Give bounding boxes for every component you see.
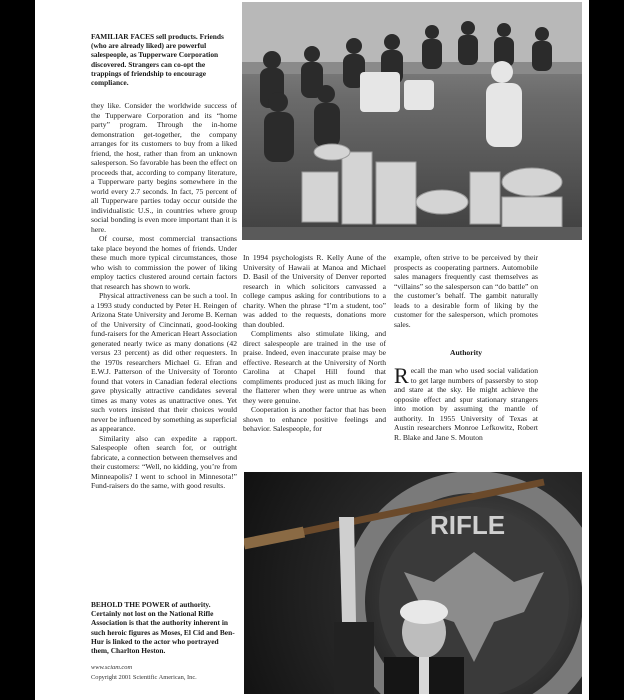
drop-cap: R [394,363,409,388]
body-column-2 [243,253,386,434]
col1-paragraph-3: Physical attractiveness can be such a tool. In a 1993 study conducted by Peter H. Reingen of Arizona State University and Jerome B. Kernan of the University of Cincinnati, good-looking fund-raisers for the American Heart Association generated nearly twice as many donations (42 versus 23 percent) as did other requesters. In the 1970s researchers Michael G. Efran and E.W.J. Patterson of the University of Toronto found that voters in Canadian federal elections gave physically attractive candidates several times as many votes as unattractive ones. Yet such voters insisted that their choices would never be influenced by something as superficial as appearance. [91,291,237,433]
body-column-3-authority [394,363,538,442]
col1-paragraph-4: Similarity also can expedite a rapport. Salespeople often search for, or outright fabricate, a connection between themselves and their customers: “Well, no kidding, you’re from Minneapolis? I went to school in Minnesota!” Fund-raisers do the same, with good results. [91,433,237,490]
tupperware-party-illustration [242,2,582,240]
heston-rifle-illustration [244,472,582,694]
left-black-border [0,0,35,700]
footer-copyright: Copyright 2001 Scientific American, Inc. [91,674,197,681]
photo-caption-tupperware: FAMILIAR FACES sell products. Friends (who are already liked) are powerful salespeople, as Tupperware Corporation discovered. Strangers can co-opt the trappings of friendship to encourage compliance. [91,32,224,88]
col3-paragraph-2: ecall the man who used social validation to get large numbers of passersby to stop and stare at the sky. He might achieve the opposite effect and spur stationary strangers into motion by assuming the mantle of authority. In 1955 University of Texas at Austin researchers Monroe Lefkowitz, Robert R. Blake and Jane S. Mouton [394,366,538,442]
col1-paragraph-1: they like. Consider the worldwide success of the Tupperware Corporation and its “home party” program. Through the in-home demonstration get-together, the company arranges for its customers to buy from a liked friend, the host, rather than from an unknown salesperson. So favorable has been the effect on proceeds that, according to company literature, a Tupperware party begins somewhere in the world every 2.7 seconds. In fact, 75 percent of all Tupperware parties today occur outside the individualistic U.S., in countries where group social bonding is even more important than it is here. [91,101,237,234]
photo-caption-heston: BEHOLD THE POWER of authority. Certainly not lost on the National Rifle Association is that the authority inherent in such heroic figures as Moses, El Cid and Ben-Hur is linked to the actor who portrayed them, Charlton Heston. [91,600,235,656]
footer-url: www.sciam.com [91,664,133,671]
section-heading-authority: Authority [449,348,483,357]
col3-paragraph-1: example, often strive to be perceived by their prospects as cooperating partners. Automobile sales managers frequently cast themselves as “villains” so the salesperson can “do battle” on the customer’s behalf. The gambit naturally leads to a desirable form of liking by the customer for the salesperson, which promotes sales. [394,253,538,329]
heston-rifle-photo [244,472,582,694]
col2-paragraph-3: Cooperation is another factor that has been shown to enhance positive feelings and behavior. Salespeople, for [243,405,386,433]
body-column-3 [394,253,538,329]
right-black-border [589,0,624,700]
body-column-1 [91,101,237,491]
col2-paragraph-1: In 1994 psychologists R. Kelly Aune of the University of Hawaii at Manoa and Michael D. Basil of the University of Denver reported research in which solicitors canvassed a college campus asking for contributions to a charity. When the phrase “I’m a student, too” was added to the requests, donations more than doubled. [243,253,386,329]
nra-banner-text: RIFLE [430,510,506,540]
col2-paragraph-2: Compliments also stimulate liking, and direct salespeople are trained in the use of praise. Indeed, even inaccurate praise may be effective. Research at the University of North Carolina at Chapel Hill found that compliments produced just as much liking for the flatterer when they were untrue as when they were genuine. [243,329,386,405]
col1-paragraph-2: Of course, most commercial transactions take place beyond the homes of friends. Under these much more typical circumstances, those who wish to commission the power of liking employ tactics clustered around certain factors that research has shown to work. [91,234,237,291]
tupperware-party-photo [242,2,582,240]
